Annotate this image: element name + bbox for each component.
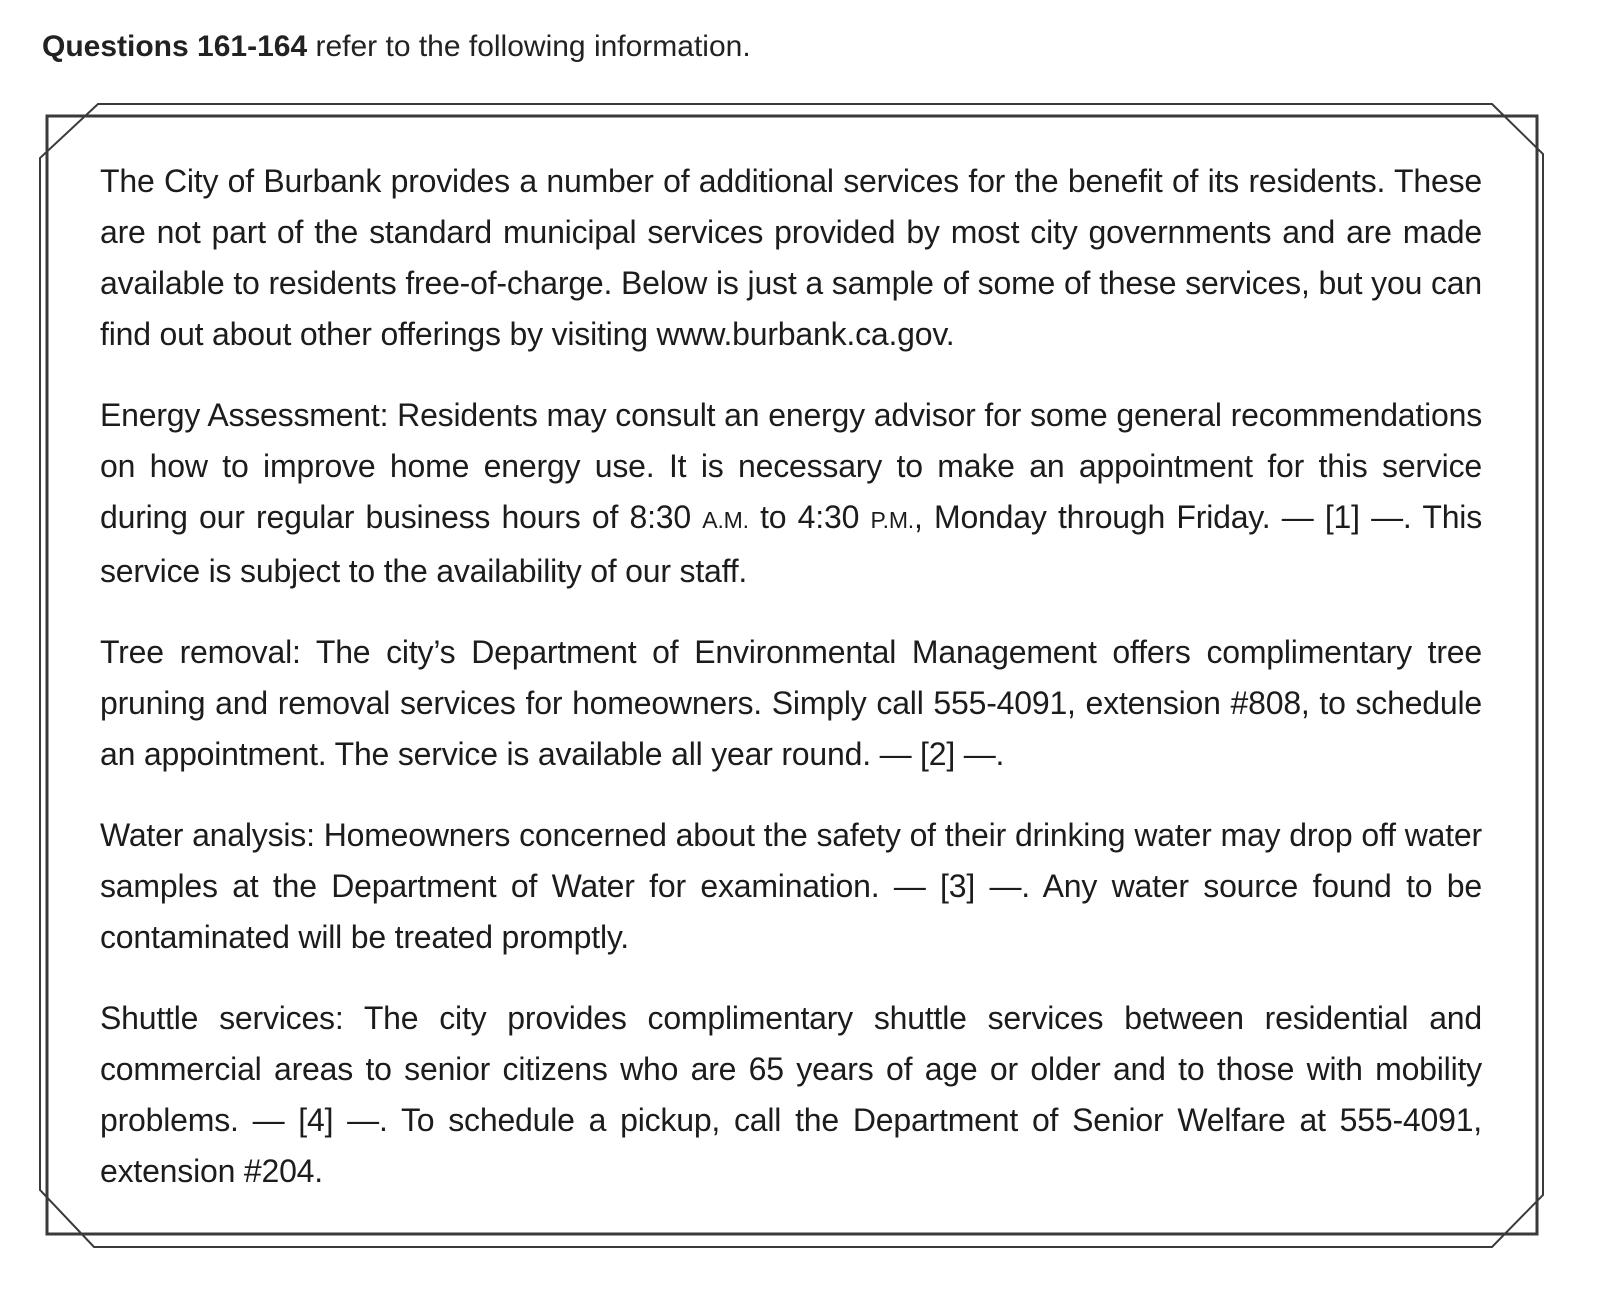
question-range: Questions 161-164 (42, 30, 308, 63)
shuttle-services-paragraph: Shuttle services: The city provides complimentary shuttle services between residential and commercial areas to senior citizens who are 65 years of age or older and to those with mobility problems. — [4] —. To schedule a pickup, call the Department of Senior Welfare at 555-4091, extension #204. (100, 1000, 1482, 1189)
am-label: A.M. (702, 507, 749, 533)
energy-text-1: Energy Assessment: Residents may consult an energy advisor for some general recommendations on how to improve home energy use. It is necessary to make an appointment for this service during our regular business hours of 8:30 (100, 397, 1482, 535)
energy-text-3: , Monday through Friday. — [1] —. This service is subject to the availability of our staff. (100, 499, 1482, 589)
energy-assessment-paragraph (100, 390, 1482, 597)
pm-label: P.M. (870, 507, 914, 533)
tree-removal-paragraph: Tree removal: The city’s Department of Environmental Management offers complimentary tree pruning and removal services for homeowners. Simply call 555-4091, extension #808, to schedule an appointment. The service is available all year round. — [2] —. (100, 634, 1482, 772)
notice-body (100, 156, 1482, 1227)
question-header (42, 30, 751, 64)
intro-paragraph: The City of Burbank provides a number of additional services for the benefit of its residents. These are not part of the standard municipal services provided by most city governments and are made available to residents free-of-charge. Below is just a sample of some of these services, but you can find out about other offerings by visiting www.burbank.ca.gov. (100, 163, 1482, 352)
header-text: refer to the following information. (307, 30, 751, 63)
energy-text-2: to 4:30 (748, 499, 871, 535)
water-analysis-paragraph: Water analysis: Homeowners concerned about the safety of their drinking water may drop off water samples at the Department of Water for examination. — [3] —. Any water source found to be contaminated will be treated promptly. (100, 817, 1482, 955)
